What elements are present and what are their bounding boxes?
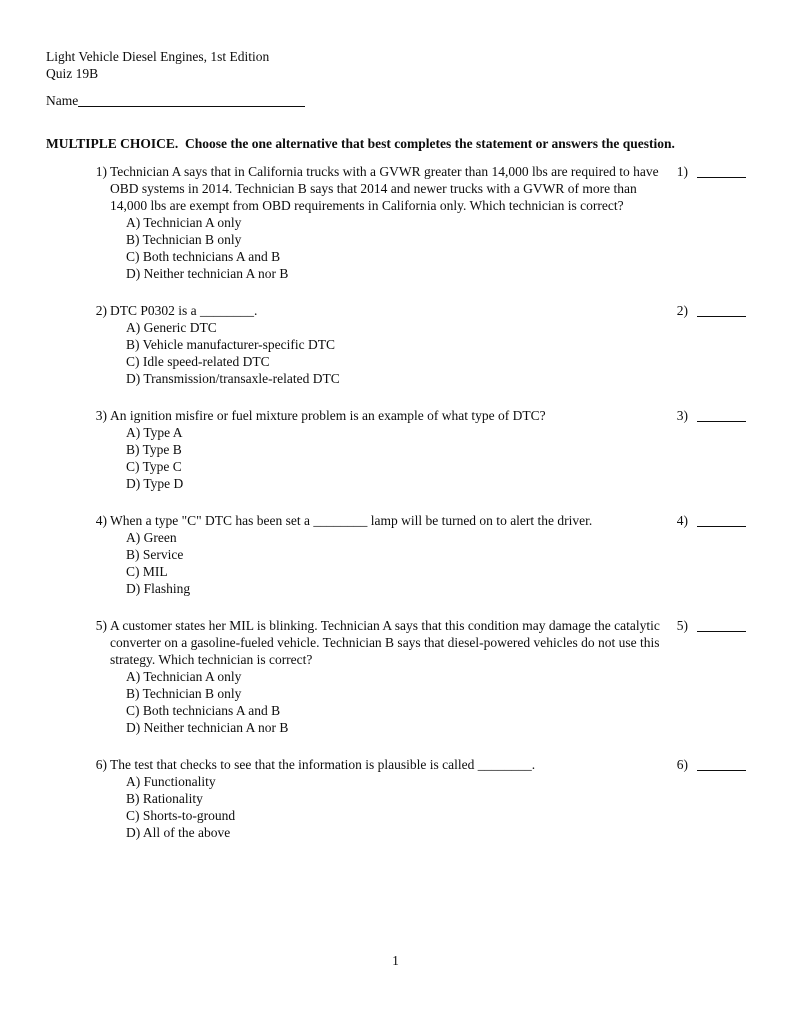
question-number: 5) — [95, 618, 107, 633]
question-number: 6) — [95, 757, 107, 772]
choice-b: B) Type B — [126, 442, 182, 457]
answer-blank-line — [697, 407, 746, 422]
choices — [110, 529, 662, 597]
answer-number: 3) — [676, 408, 688, 423]
document-title: Light Vehicle Diesel Engines, 1st Edition — [46, 49, 270, 64]
choice-a: A) Type A — [126, 425, 183, 440]
choice-d: D) Neither technician A nor B — [126, 266, 289, 281]
choices — [110, 773, 662, 841]
choice-c: C) Shorts-to-ground — [126, 808, 236, 823]
question-5 — [91, 617, 746, 736]
question-4 — [91, 512, 746, 597]
choices — [110, 214, 662, 282]
answer-field — [677, 302, 746, 319]
choice-a: A) Functionality — [126, 774, 216, 789]
question-2 — [91, 302, 746, 387]
question-text: The test that checks to see that the information is plausible is called ________. — [110, 757, 536, 772]
answer-number: 5) — [676, 618, 688, 633]
choice-d: D) Flashing — [126, 581, 191, 596]
choice-b: B) Service — [126, 547, 184, 562]
choice-b: B) Technician B only — [126, 232, 242, 247]
choice-c: C) Type C — [126, 459, 182, 474]
choice-c: C) MIL — [126, 564, 168, 579]
answer-blank-line — [697, 617, 746, 632]
question-text: When a type "C" DTC has been set a ________ lamp will be turned on to alert the driver. — [110, 513, 593, 528]
choice-b: B) Vehicle manufacturer-specific DTC — [126, 337, 336, 352]
choice-a: A) Green — [126, 530, 177, 545]
question-body — [110, 512, 662, 597]
instruction-text: MULTIPLE CHOICE. Choose the one alternative that best completes the statement or answers the question. — [46, 136, 675, 151]
choice-c: C) Both technicians A and B — [126, 703, 281, 718]
answer-number: 4) — [676, 513, 688, 528]
answer-field — [677, 407, 746, 424]
answer-field — [677, 163, 746, 180]
question-number: 4) — [95, 513, 107, 528]
name-row — [46, 92, 746, 109]
choice-a: A) Technician A only — [126, 669, 242, 684]
question-text: Technician A says that in California trucks with a GVWR greater than 14,000 lbs are required to have OBD systems in 2014. Technician B says that 2014 and newer trucks with a GVWR of more than 14,000 lbs are exempt from OBD requirements in California only. Which technician is correct? — [110, 164, 659, 213]
answer-field — [677, 617, 746, 634]
choices — [110, 319, 662, 387]
answer-number: 2) — [676, 303, 688, 318]
choice-a: A) Generic DTC — [126, 320, 217, 335]
question-6 — [91, 756, 746, 841]
question-1 — [91, 163, 746, 282]
page-number: 1 — [392, 953, 399, 968]
question-body — [110, 756, 662, 841]
answer-number: 6) — [676, 757, 688, 772]
answer-field — [677, 512, 746, 529]
name-blank-line — [78, 92, 305, 107]
answer-number: 1) — [676, 164, 688, 179]
choice-b: B) Rationality — [126, 791, 203, 806]
answer-blank-line — [697, 512, 746, 527]
answer-field — [677, 756, 746, 773]
question-number: 3) — [95, 408, 107, 423]
choice-d: D) Transmission/transaxle-related DTC — [126, 371, 340, 386]
question-body — [110, 407, 662, 492]
choice-a: A) Technician A only — [126, 215, 242, 230]
choice-c: C) Both technicians A and B — [126, 249, 281, 264]
question-text: An ignition misfire or fuel mixture problem is an example of what type of DTC? — [110, 408, 546, 423]
choice-d: D) Type D — [126, 476, 184, 491]
choice-b: B) Technician B only — [126, 686, 242, 701]
choices — [110, 424, 662, 492]
choices — [110, 668, 662, 736]
question-number: 2) — [95, 303, 107, 318]
answer-blank-line — [697, 163, 746, 178]
answer-blank-line — [697, 302, 746, 317]
question-text: DTC P0302 is a ________. — [110, 303, 258, 318]
question-body — [110, 163, 662, 282]
name-label: Name — [46, 93, 79, 108]
choice-d: D) All of the above — [126, 825, 231, 840]
choice-c: C) Idle speed-related DTC — [126, 354, 270, 369]
question-3 — [91, 407, 746, 492]
answer-blank-line — [697, 756, 746, 771]
questions-list — [46, 163, 746, 841]
question-number: 1) — [95, 164, 107, 179]
choice-d: D) Neither technician A nor B — [126, 720, 289, 735]
quiz-label: Quiz 19B — [46, 66, 99, 81]
question-body — [110, 302, 662, 387]
question-body — [110, 617, 662, 736]
question-text: A customer states her MIL is blinking. Technician A says that this condition may damage the catalytic converter on a gasoline-fueled vehicle. Technician B says that diesel-powered vehicles do not use this strategy. Which technician is correct? — [110, 618, 660, 667]
